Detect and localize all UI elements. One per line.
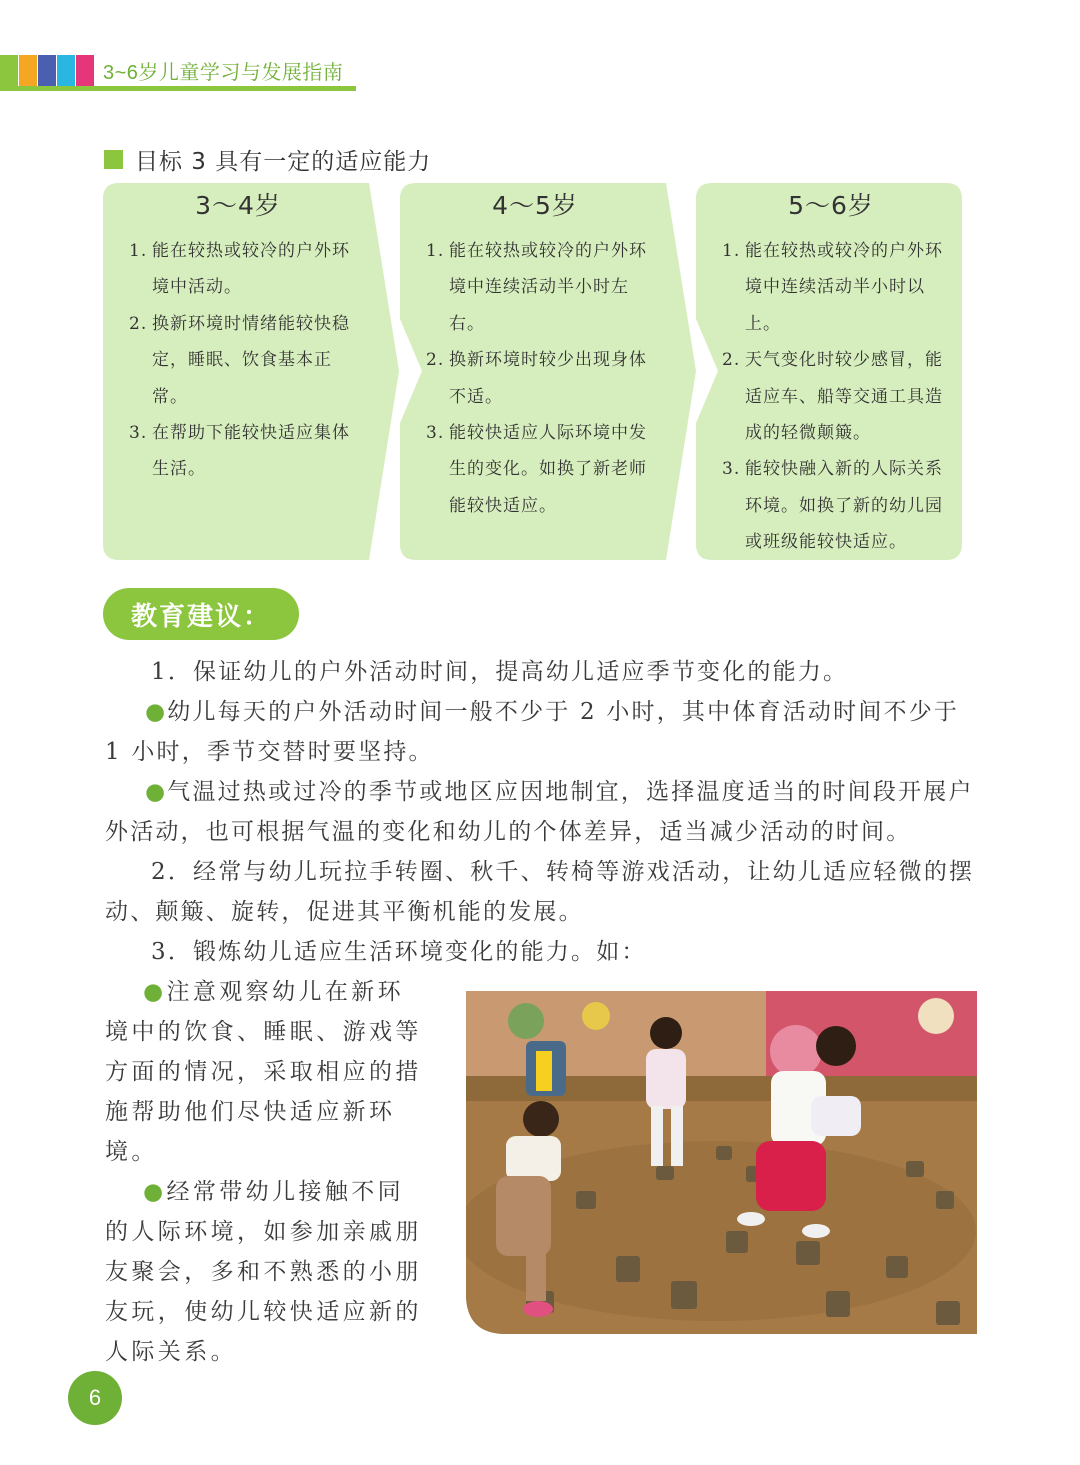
paragraph-1: 1．保证幼儿的户外活动时间，提高幼儿适应季节变化的能力。 (151, 659, 849, 685)
header-color-blocks (0, 55, 95, 87)
paragraph-3: 3．锻炼幼儿适应生活环境变化的能力。如： (151, 939, 647, 965)
panel-list (722, 233, 947, 561)
list-item: 3. 在帮助下能较快适应集体生活。 (129, 423, 350, 480)
bullet-dot-icon: ● (145, 699, 168, 725)
panel-list (426, 233, 651, 524)
list-item: 3. 能较快融入新的人际关系环境。如换了新的幼儿园或班级能较快适应。 (722, 459, 943, 553)
color-block (38, 55, 56, 87)
age-panel-3-4 (103, 183, 370, 560)
color-block (0, 55, 18, 87)
goal-heading (104, 143, 431, 176)
header-divider (0, 86, 356, 91)
age-panel-5-6 (696, 183, 963, 560)
list-item: 1. 能在较热或较冷的户外环境中活动。 (129, 241, 350, 298)
bullet-dot-icon: ● (143, 1179, 167, 1205)
paragraph-bullet-1: ●幼儿每天的户外活动时间一般不少于 2 小时，其中体育活动时间不少于 1 小时，季节交替时要坚持。 (105, 699, 960, 765)
color-block (57, 55, 75, 87)
children-playing-photo (466, 991, 977, 1334)
age-label: 3～4岁 (195, 191, 281, 220)
book-title: 3~6岁儿童学习与发展指南 (103, 62, 344, 84)
color-block (19, 55, 37, 87)
bullet-dot-icon: ● (145, 779, 168, 805)
list-item: 1. 能在较热或较冷的户外环境中连续活动半小时以上。 (722, 241, 943, 334)
list-item: 3. 能较快适应人际环境中发生的变化。如换了新老师能较快适应。 (426, 423, 647, 516)
paragraph-bullet-4: ●经常带幼儿接触不同的人际环境，如参加亲戚朋友聚会，多和不熟悉的小朋友玩，使幼儿较快适应新的人际关系。 (105, 1179, 422, 1365)
list-item: 1. 能在较热或较冷的户外环境中连续活动半小时左右。 (426, 241, 647, 334)
bullet-dot-icon: ● (143, 979, 167, 1005)
page-number: 6 (68, 1371, 122, 1425)
list-item: 2. 换新环境时情绪能较快稳定，睡眠、饮食基本正常。 (129, 313, 350, 407)
square-bullet-icon (104, 150, 123, 169)
age-label: 5～6岁 (788, 191, 874, 220)
edu-suggestion-badge: 教育建议： (103, 588, 299, 640)
color-block (76, 55, 94, 87)
age-panel-4-5 (400, 183, 667, 560)
paragraph-bullet-2: ●气温过热或过冷的季节或地区应因地制宜，选择温度适当的时间段开展户外活动，也可根据气温的变化和幼儿的个体差异，适当减少活动的时间。 (105, 779, 974, 845)
paragraph-bullet-3: ●注意观察幼儿在新环境中的饮食、睡眠、游戏等方面的情况，采取相应的措施帮助他们尽快适应新环境。 (105, 979, 422, 1165)
paragraph-2: 2．经常与幼儿玩拉手转圈、秋千、转椅等游戏活动，让幼儿适应轻微的摆动、颠簸、旋转，促进其平衡机能的发展。 (105, 859, 975, 925)
list-item: 2. 换新环境时较少出现身体不适。 (426, 350, 647, 407)
panel-list (129, 233, 354, 488)
goal-title: 目标 3 具有一定的适应能力 (135, 149, 432, 175)
age-label: 4～5岁 (492, 191, 578, 220)
side-text (105, 972, 430, 1372)
list-item: 2. 天气变化时较少感冒，能适应车、船等交通工具造成的轻微颠簸。 (722, 350, 943, 444)
